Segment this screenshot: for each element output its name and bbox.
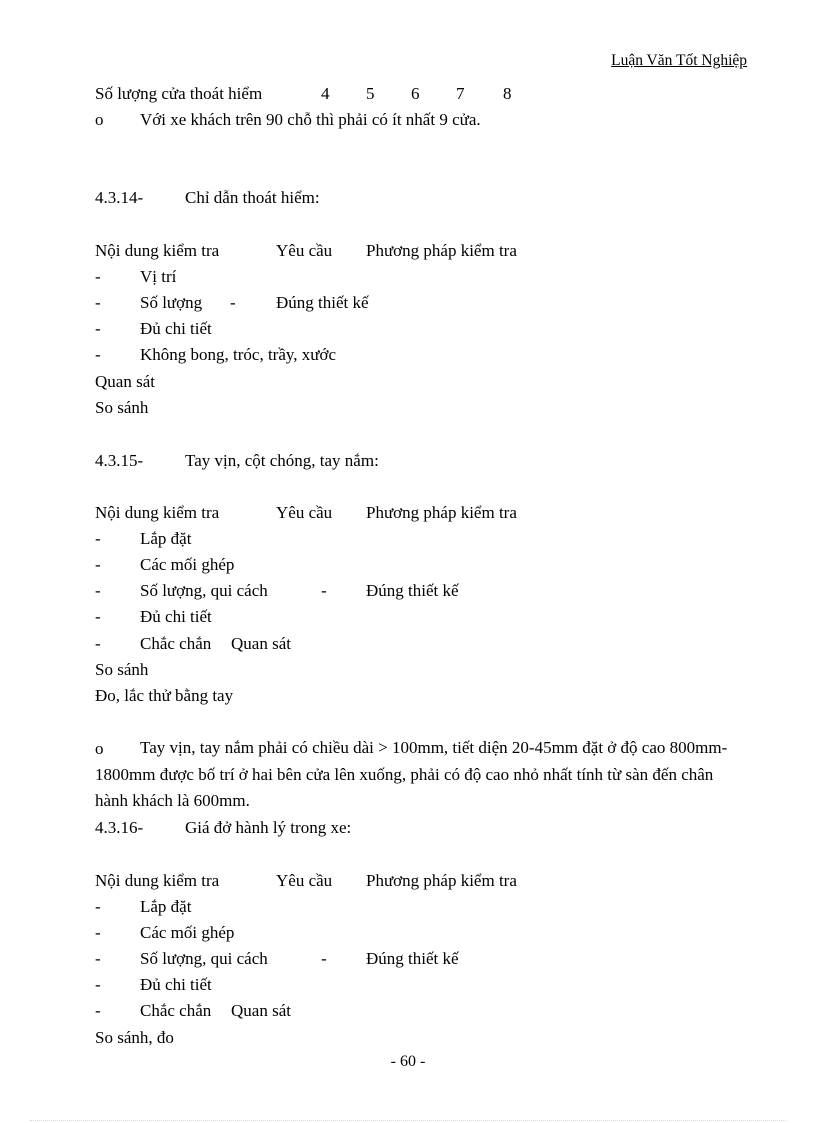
section-number: 4.3.15- bbox=[95, 451, 144, 470]
column-header: Yêu cầu bbox=[276, 241, 333, 260]
note-paragraph: Tay vịn, tay nắm phải có chiều dài > 100mm, tiết diện 20-45mm đặt ở độ cao 800mm-1800mm được bố trí ở hai bên cửa lên xuống, phải có độ cao nhỏ nhất tính từ sàn đến chân hành khách là 600mm. bbox=[95, 738, 728, 810]
list-item: Không bong, tróc, trầy, xước bbox=[140, 345, 337, 364]
exit-count-row bbox=[95, 84, 262, 104]
list-dash: - bbox=[95, 975, 101, 994]
list-dash: - bbox=[95, 607, 101, 626]
column-header: Nội dung kiểm tra bbox=[95, 871, 220, 890]
list-dash: - bbox=[230, 293, 236, 312]
list-item: Số lượng bbox=[140, 293, 203, 312]
list-dash: - bbox=[321, 581, 327, 600]
list-item: Lắp đặt bbox=[140, 897, 192, 916]
column-header: Yêu cầu bbox=[276, 503, 333, 522]
list-item: Số lượng, qui cách bbox=[140, 581, 268, 600]
list-dash: - bbox=[95, 897, 101, 916]
list-item: Lắp đặt bbox=[140, 529, 192, 548]
exit-count-value: 4 bbox=[321, 84, 330, 103]
column-header: Yêu cầu bbox=[276, 871, 333, 890]
exit-count-value: 6 bbox=[411, 84, 420, 103]
exit-count-value: 7 bbox=[456, 84, 465, 103]
list-item: Vị trí bbox=[140, 267, 177, 286]
column-header: Phương pháp kiểm tra bbox=[366, 241, 517, 260]
list-dash: - bbox=[95, 581, 101, 600]
page-bottom-rule bbox=[30, 1120, 786, 1121]
exit-count-label: Số lượng cửa thoát hiểm bbox=[95, 84, 263, 103]
requirement-text: Đúng thiết kế bbox=[366, 581, 459, 600]
list-dash: - bbox=[95, 345, 101, 364]
running-header: Luận Văn Tốt Nghiệp bbox=[611, 52, 747, 69]
section-title: Chỉ dẫn thoát hiểm: bbox=[185, 188, 320, 207]
method-text: Đo, lắc thử bằng tay bbox=[95, 686, 234, 705]
list-dash: - bbox=[95, 1001, 101, 1020]
method-text: So sánh bbox=[95, 660, 149, 679]
list-dash: - bbox=[321, 949, 327, 968]
list-item: Đủ chi tiết bbox=[140, 607, 212, 626]
list-item: Chắc chắn bbox=[140, 1001, 212, 1020]
method-text: Quan sát bbox=[231, 634, 291, 653]
requirement-text: Đúng thiết kế bbox=[276, 293, 369, 312]
list-item: Đủ chi tiết bbox=[140, 319, 212, 338]
column-header: Nội dung kiểm tra bbox=[95, 241, 220, 260]
list-dash: - bbox=[95, 634, 101, 653]
note-text: Với xe khách trên 90 chỗ thì phải có ít nhất 9 cửa. bbox=[140, 110, 481, 129]
page-number: - 60 - bbox=[390, 1053, 426, 1070]
method-text: Quan sát bbox=[231, 1001, 291, 1020]
column-header: Nội dung kiểm tra bbox=[95, 503, 220, 522]
column-header: Phương pháp kiểm tra bbox=[366, 503, 517, 522]
list-item: Số lượng, qui cách bbox=[140, 949, 268, 968]
section-number: 4.3.14- bbox=[95, 188, 144, 207]
list-item: Đủ chi tiết bbox=[140, 975, 212, 994]
list-dash: - bbox=[95, 529, 101, 548]
list-dash: - bbox=[95, 923, 101, 942]
list-dash: - bbox=[95, 267, 101, 286]
method-text: So sánh, đo bbox=[95, 1028, 174, 1047]
exit-count-value: 8 bbox=[503, 84, 512, 103]
list-dash: - bbox=[95, 319, 101, 338]
method-text: So sánh bbox=[95, 398, 149, 417]
list-item: Các mối ghép bbox=[140, 555, 235, 574]
list-dash: - bbox=[95, 555, 101, 574]
list-item: Các mối ghép bbox=[140, 923, 235, 942]
section-number: 4.3.16- bbox=[95, 818, 144, 837]
column-header: Phương pháp kiểm tra bbox=[366, 871, 517, 890]
section-title: Tay vịn, cột chóng, tay nắm: bbox=[185, 451, 379, 470]
list-dash: - bbox=[95, 949, 101, 968]
note-bullet: o bbox=[95, 110, 104, 129]
requirement-text: Đúng thiết kế bbox=[366, 949, 459, 968]
list-item: Chắc chắn bbox=[140, 634, 212, 653]
method-text: Quan sát bbox=[95, 372, 155, 391]
exit-count-value: 5 bbox=[366, 84, 375, 103]
list-dash: - bbox=[95, 293, 101, 312]
note-bullet: o bbox=[95, 739, 104, 758]
section-title: Giá đở hành lý trong xe: bbox=[185, 818, 352, 837]
